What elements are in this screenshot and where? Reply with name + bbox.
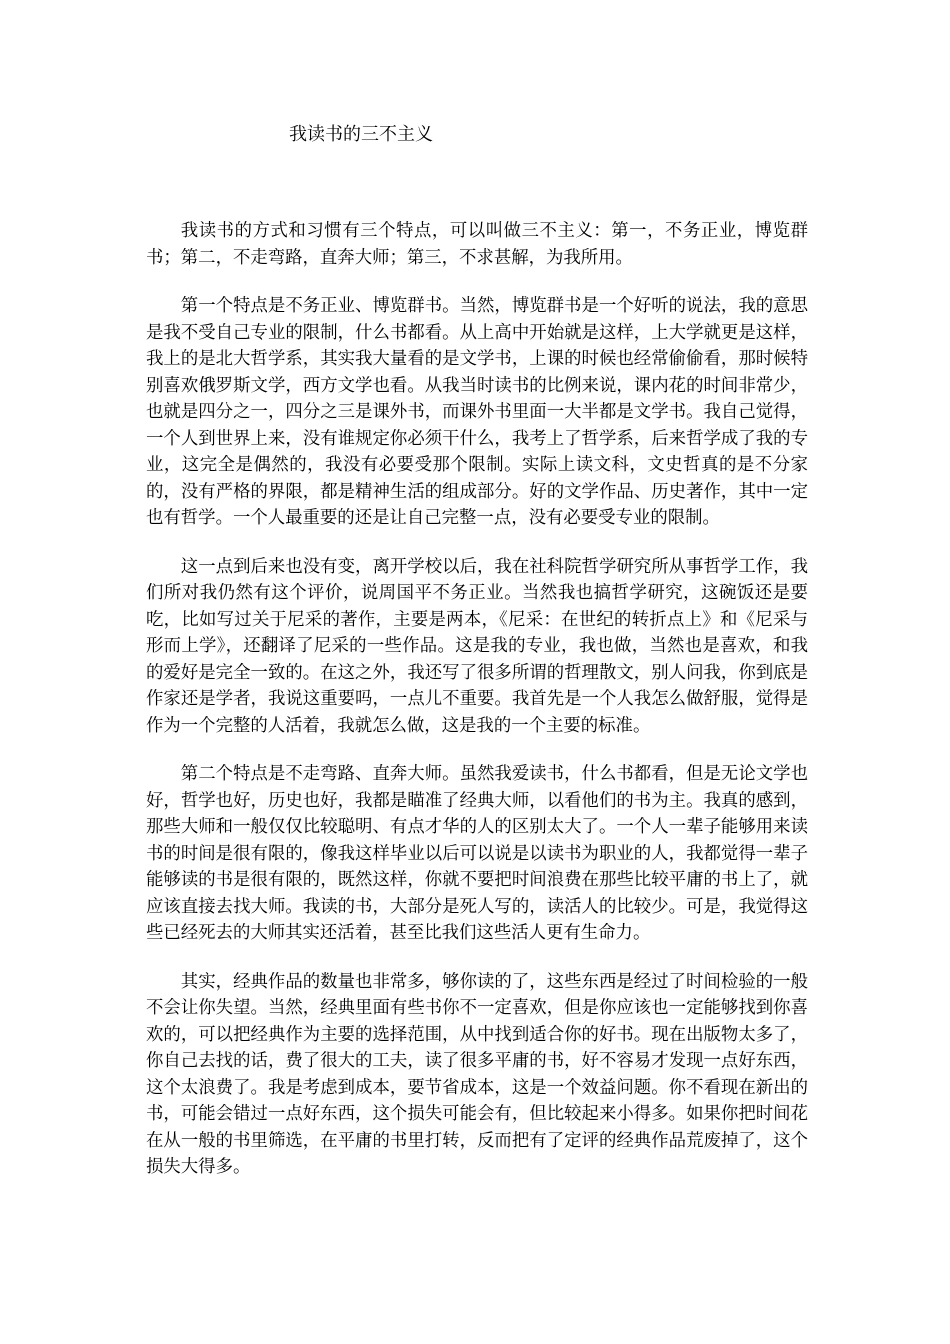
document-title: 我读书的三不主义	[289, 124, 433, 145]
paragraph-first-feature: 第一个特点是不务正业、博览群书。当然，博览群书是一个好听的说法，我的意思是我不受自己专业的限制，什么书都看。从上高中开始就是这样，上大学就更是这样，我上的是北大哲学系，其实我大量看的是文学书，上课的时候也经常偷偷看，那时候特别喜欢俄罗斯文学，西方文学也看。从我当时读书的比例来说，课内花的时间非常少，也就是四分之一，四分之三是课外书，而课外书里面一大半都是文学书。我自己觉得，一个人到世界上来，没有谁规定你必须干什么，我考上了哲学系，后来哲学成了我的专业，这完全是偶然的，我没有必要受那个限制。实际上读文科，文史哲真的是不分家的，没有严格的界限，都是精神生活的组成部分。好的文学作品、历史著作，其中一定也有哲学。一个人最重要的还是让自己完整一点，没有必要受专业的限制。	[146, 296, 808, 528]
paragraph-second-feature: 第二个特点是不走弯路、直奔大师。虽然我爱读书，什么书都看，但是无论文学也好，哲学也好，历史也好，我都是瞄准了经典大师，以看他们的书为主。我真的感到，那些大师和一般仅仅比较聪明、有点才华的人的区别太大了。一个人一辈子能够用来读书的时间是很有限的，像我这样毕业以后可以说是以读书为职业的人，我都觉得一辈子能够读的书是很有限的，既然这样，你就不要把时间浪费在那些比较平庸的书上了，就应该直接去找大师。我读的书，大部分是死人写的，读活人的比较少。可是，我觉得这些已经死去的大师其实还活着，甚至比我们这些活人更有生命力。	[146, 764, 808, 943]
paragraph-second-feature-continued: 其实，经典作品的数量也非常多，够你读的了，这些东西是经过了时间检验的一般不会让你失望。当然，经典里面有些书你不一定喜欢，但是你应该也一定能够找到你喜欢的，可以把经典作为主要的选择范围，从中找到适合你的好书。现在出版物太多了，你自己去找的话，费了很大的工夫，读了很多平庸的书，好不容易才发现一点好东西，这个太浪费了。我是考虑到成本，要节省成本，这是一个效益问题。你不看现在新出的书，可能会错过一点好东西，这个损失可能会有，但比较起来小得多。如果你把时间花在从一般的书里筛选，在平庸的书里打转，反而把有了定评的经典作品荒废掉了，这个损失大得多。	[146, 971, 808, 1177]
document-body	[146, 218, 808, 1203]
paragraph-first-feature-continued: 这一点到后来也没有变，离开学校以后，我在社科院哲学研究所从事哲学工作，我们所对我仍然有这个评价，说周国平不务正业。当然我也搞哲学研究，这碗饭还是要吃，比如写过关于尼采的著作，主要是两本，《尼采：在世纪的转折点上》和《尼采与形而上学》，还翻译了尼采的一些作品。这是我的专业，我也做，当然也是喜欢，和我的爱好是完全一致的。在这之外，我还写了很多所谓的哲理散文，别人问我，你到底是作家还是学者，我说这重要吗，一点儿不重要。我首先是一个人我怎么做舒服，觉得是作为一个完整的人活着，我就怎么做，这是我的一个主要的标准。	[146, 556, 808, 736]
paragraph-intro: 我读书的方式和习惯有三个特点，可以叫做三不主义：第一，不务正业，博览群书；第二，不走弯路，直奔大师；第三，不求甚解，为我所用。	[146, 221, 808, 268]
